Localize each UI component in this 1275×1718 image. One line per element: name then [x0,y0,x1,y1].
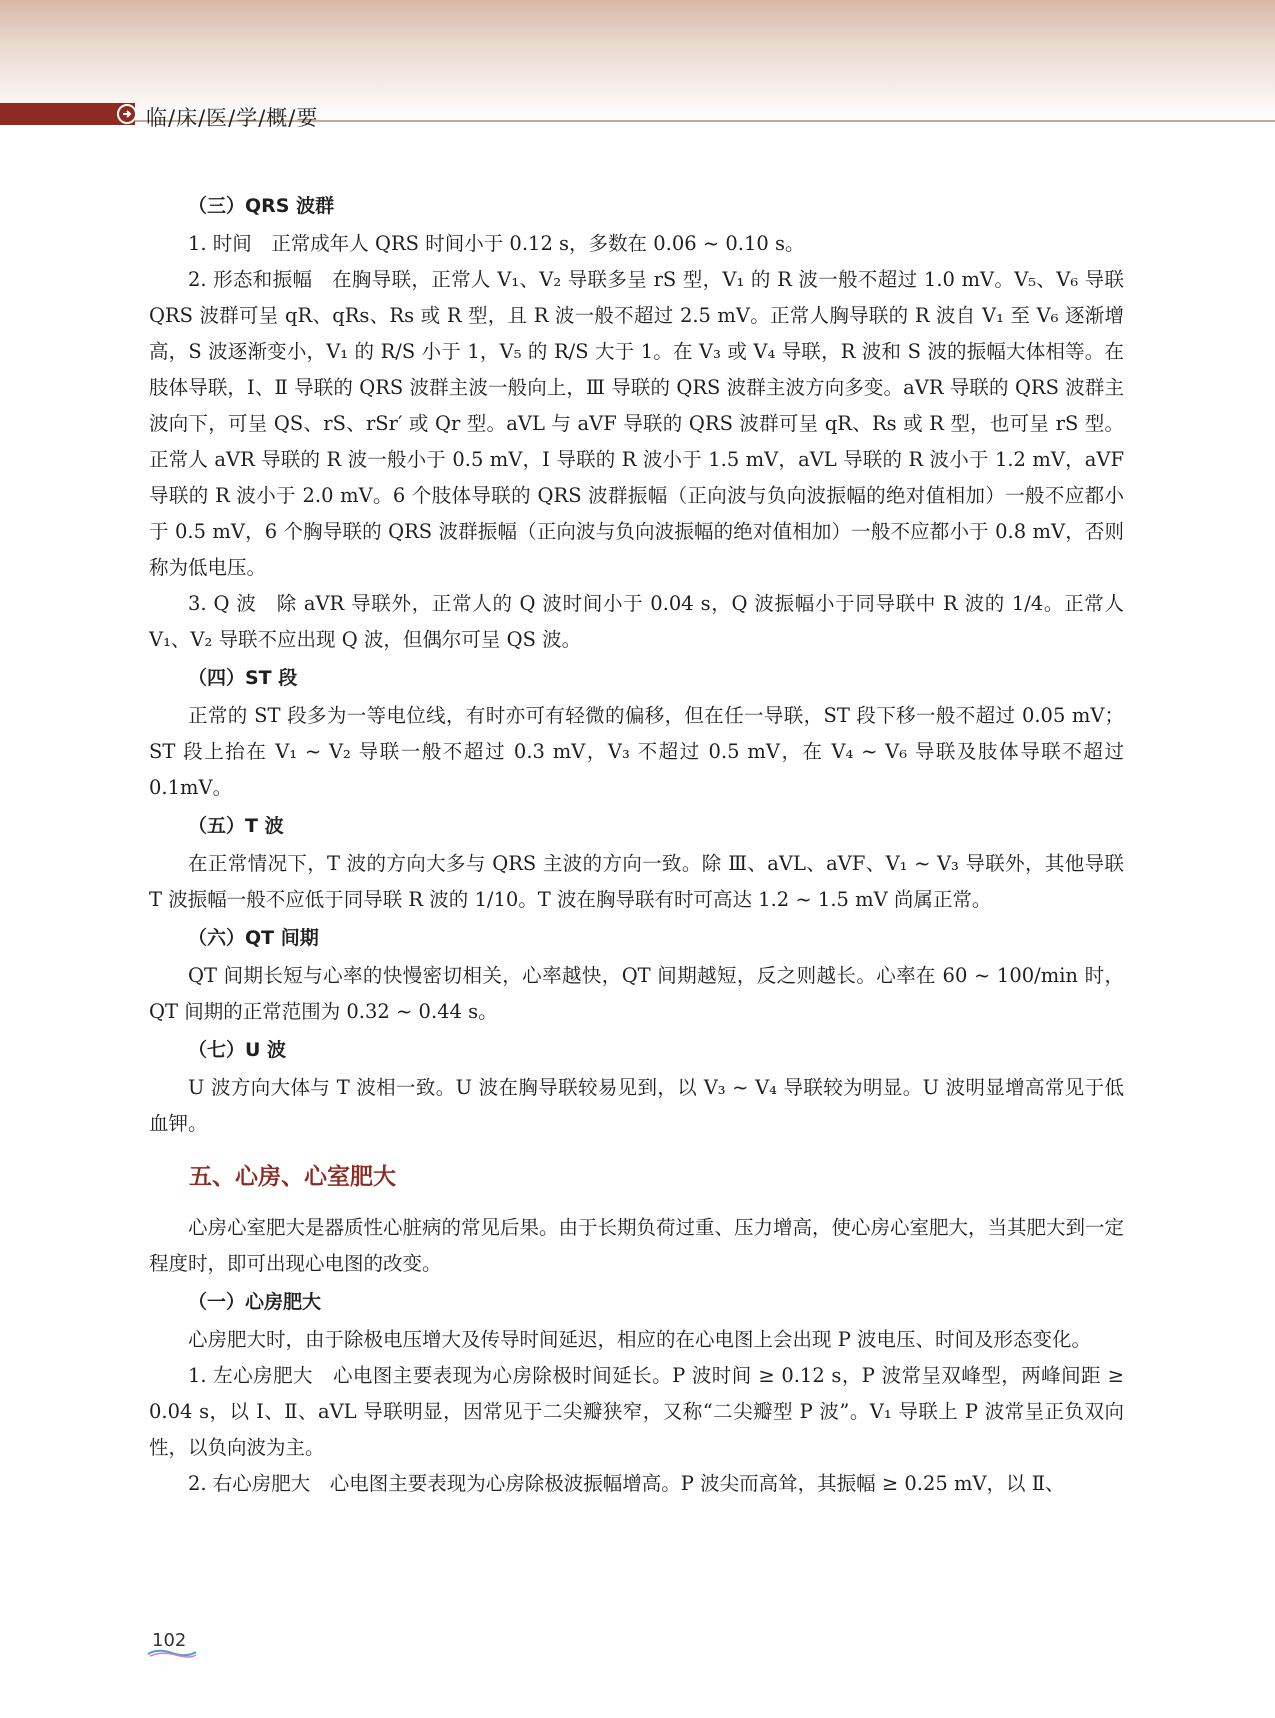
section-heading: （三）QRS 波群 [188,195,335,217]
section-heading: （六）QT 间期 [188,927,319,949]
paragraph: 2. 形态和振幅 在胸导联，正常人 V₁、V₂ 导联多呈 rS 型，V₁ 的 R 波一般不超过 1.0 mV。V₅、V₆ 导联 QRS 波群可呈 qR、qRs、Rs 或 R 型，且 R 波一般不超过 2.5 mV。正常人胸导联的 R 波自 V₁ 至 V₆ 逐渐增高，S 波逐渐变小，V₁ 的 R/S 小于 1，V₅ 的 R/S 大于 1。在 V₃ 或 V₄ 导联，R 波和 S 波的振幅大体相等。在肢体导联，Ⅰ、Ⅱ 导联的 QRS 波群主波一般向上，Ⅲ 导联的 QRS 波群主波方向多变。aVR 导联的 QRS 波群主波向下，可呈 QS、rS、rSr′ 或 Qr 型。aVL 与 aVF 导联的 QRS 波群可呈 qR、Rs 或 R 型，也可呈 rS 型。正常人 aVR 导联的 R 波一般小于 0.5 mV，Ⅰ 导联的 R 波小于 1.5 mV，aVL 导联的 R 波小于 1.2 mV，aVF 导联的 R 波小于 2.0 mV。6 个肢体导联的 QRS 波群振幅（正向波与负向波振幅的绝对值相加）一般不应都小于 0.5 mV，6 个胸导联的 QRS 波群振幅（正向波与负向波振幅的绝对值相加）一般不应都小于 0.8 mV，否则称为低电压。 [149,268,1124,579]
section-heading: （四）ST 段 [188,667,298,689]
paragraph: 3. Q 波 除 aVR 导联外，正常人的 Q 波时间小于 0.04 s，Q 波振幅小于同导联中 R 波的 1/4。正常人 V₁、V₂ 导联不应出现 Q 波，但偶尔可呈 QS 波。 [149,592,1124,651]
page-number: 102 [152,1630,187,1651]
paragraph: 正常的 ST 段多为一等电位线，有时亦可有轻微的偏移，但在任一导联，ST 段下移一般不超过 0.05 mV；ST 段上抬在 V₁ ~ V₂ 导联一般不超过 0.3 mV，V₃ 不超过 0.5 mV，在 V₄ ~ V₆ 导联及肢体导联不超过 0.1mV。 [149,704,1124,799]
page-number-decoration [146,1648,198,1658]
paragraph: 1. 时间 正常成年人 QRS 时间小于 0.12 s，多数在 0.06 ~ 0.10 s。 [188,232,805,255]
paragraph: 心房心室肥大是器质性心脏病的常见后果。由于长期负荷过重、压力增高，使心房心室肥大，当其肥大到一定程度时，即可出现心电图的改变。 [149,1216,1125,1275]
section-heading: （七）U 波 [188,1039,287,1061]
page-content [149,190,1124,1502]
header-accent-bar [0,103,135,125]
section-heading: （五）T 波 [188,815,284,837]
paragraph: 在正常情况下，T 波的方向大多与 QRS 主波的方向一致。除 Ⅲ、aVL、aVF、V₁ ~ V₃ 导联外，其他导联 T 波振幅一般不应低于同导联 R 波的 1/10。T 波在胸导联有时可高达 1.2 ~ 1.5 mV 尚属正常。 [149,852,1124,911]
paragraph: 1. 左心房肥大 心电图主要表现为心房除极时间延长。P 波时间 ≥ 0.12 s，P 波常呈双峰型，两峰间距 ≥ 0.04 s，以 Ⅰ、Ⅱ、aVL 导联明显，因常见于二尖瓣狭窄，又称“二尖瓣型 P 波”。V₁ 导联上 P 波常呈正负双向性，以负向波为主。 [149,1364,1124,1459]
paragraph: QT 间期长短与心率的快慢密切相关，心率越快，QT 间期越短，反之则越长。心率在 60 ~ 100/min 时，QT 间期的正常范围为 0.32 ~ 0.44 s。 [149,964,1124,1023]
book-title: 临/床/医/学/概/要 [146,106,319,130]
paragraph: 心房肥大时，由于除极电压增大及传导时间延迟，相应的在心电图上会出现 P 波电压、时间及形态变化。 [188,1328,1092,1351]
section-heading: （一）心房肥大 [188,1291,322,1313]
paragraph: U 波方向大体与 T 波相一致。U 波在胸导联较易见到，以 V₃ ~ V₄ 导联较为明显。U 波明显增高常见于低血钾。 [149,1076,1124,1135]
arrow-right-icon [117,104,137,124]
paragraph: 2. 右心房肥大 心电图主要表现为心房除极波振幅增高。P 波尖而高耸，其振幅 ≥ 0.25 mV，以 Ⅱ、 [188,1472,1065,1495]
chapter-section-title: 五、心房、心室肥大 [189,1164,396,1190]
